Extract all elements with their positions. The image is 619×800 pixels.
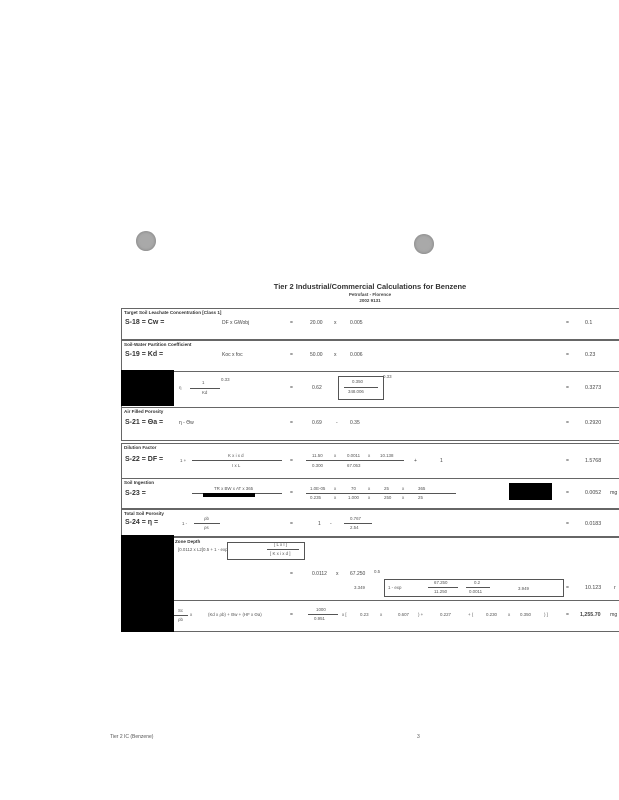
multiply: x xyxy=(368,453,371,458)
fraction-numerator: 0.350 xyxy=(352,379,363,384)
equals: = xyxy=(290,571,293,577)
section-s24 xyxy=(121,509,619,537)
section-s22 xyxy=(121,443,619,479)
result-value: 1.5768 xyxy=(585,458,602,464)
multiply: x xyxy=(368,486,371,491)
fraction-denominator: ρb xyxy=(178,617,183,622)
punch-hole xyxy=(136,231,156,251)
section-s25 xyxy=(121,537,619,601)
value: 50.00 xyxy=(310,352,323,358)
result-unit: r xyxy=(614,585,616,591)
numerator-value: 365 xyxy=(418,486,426,491)
exponent: 0.33 xyxy=(221,377,230,382)
numerator-value: 1.0E-05 xyxy=(310,486,326,491)
page-number: 3 xyxy=(417,734,420,740)
equals: = xyxy=(566,490,569,496)
fraction-bar xyxy=(344,523,372,524)
result-value: 0.0052 xyxy=(585,490,602,496)
section-label: Total Soil Porosity xyxy=(124,511,164,516)
fraction-numerator: 67.250 xyxy=(434,580,448,585)
equals: = xyxy=(290,352,293,358)
operator: x xyxy=(334,320,337,326)
one-minus: 1 - xyxy=(182,521,188,526)
redaction-block xyxy=(121,370,174,406)
value: 0.62 xyxy=(312,385,322,391)
plus: ) + xyxy=(418,612,424,617)
result-value: 0.2920 xyxy=(585,420,602,426)
multiply: x xyxy=(368,495,371,500)
value: 0.35 xyxy=(350,420,360,426)
equals: = xyxy=(566,585,569,591)
multiply: x xyxy=(334,486,337,491)
multiply: x xyxy=(190,612,193,617)
fraction-numerator: K x i x d xyxy=(228,453,244,458)
multiply: x xyxy=(402,495,405,500)
formula: [0.0112 x L2]0.5 + 1 - exp xyxy=(178,547,228,552)
denominator-value: 250 xyxy=(384,495,392,500)
site-name: Petrofast - Florence xyxy=(348,292,392,297)
numerator-value: 0.0011 xyxy=(347,453,361,458)
one-plus: 1 + xyxy=(180,458,187,463)
fraction-bar xyxy=(344,387,378,388)
fraction-bar xyxy=(306,493,456,494)
equation-lhs: S-18 = Cw = xyxy=(125,319,165,326)
section-label: Dilution Factor xyxy=(124,445,157,450)
fraction-numerator: Sc xyxy=(178,608,184,613)
fraction-numerator: 0.2 xyxy=(474,580,481,585)
fraction-numerator: 1 xyxy=(202,380,205,385)
section-s21 xyxy=(121,407,619,441)
value: 0.005 xyxy=(350,320,363,326)
value: 67.250 xyxy=(350,571,366,577)
fraction-denominator: 0.0011 xyxy=(469,589,483,594)
equals: = xyxy=(566,320,569,326)
value: 0.006 xyxy=(350,352,363,358)
value: 3.349 xyxy=(354,585,365,590)
section-label: Target Soil Leachate Concentration [Class 1] xyxy=(124,310,222,315)
value: 0.227 xyxy=(440,612,451,617)
fraction-denominator: 2.54 xyxy=(350,525,359,530)
denominator-value: 0.235 xyxy=(310,495,321,500)
redaction-block xyxy=(121,535,174,632)
section-s20 xyxy=(121,371,619,408)
multiply: x xyxy=(380,612,383,617)
equals: = xyxy=(566,458,569,464)
fraction-numerator: 1000 xyxy=(316,607,326,612)
plus: + xyxy=(414,458,417,464)
result-unit: mg xyxy=(610,612,618,618)
result-value: 10.123 xyxy=(585,585,602,591)
equals: = xyxy=(566,521,569,527)
value: 0.23 xyxy=(360,612,369,617)
equals: = xyxy=(566,612,569,618)
equation-lhs: S-24 = η = xyxy=(125,519,159,526)
value: 0.230 xyxy=(486,612,497,617)
result-value: 0.23 xyxy=(585,352,596,358)
section-s26 xyxy=(121,600,619,632)
exponent: 0.5 xyxy=(374,569,381,574)
section-s19 xyxy=(121,340,619,372)
equation-lhs: S-22 = DF = xyxy=(125,456,164,463)
redaction-block xyxy=(509,483,552,500)
fraction-bar xyxy=(190,388,220,389)
eta-symbol: η xyxy=(179,385,182,390)
bracket xyxy=(227,542,305,560)
numerator-value: 70 xyxy=(351,486,356,491)
value: 0.607 xyxy=(398,612,409,617)
operator: - xyxy=(330,521,332,527)
fraction-bar xyxy=(194,523,220,524)
fraction-bar xyxy=(192,460,282,461)
equals: = xyxy=(290,320,293,326)
value: 1 xyxy=(318,521,321,527)
fraction-numerator: ρb xyxy=(204,516,209,521)
denominator-value: 0.300 xyxy=(312,463,323,468)
redaction-block xyxy=(203,493,255,497)
equals: = xyxy=(290,521,293,527)
value: 0.0112 xyxy=(312,571,327,577)
formula: η - Θw xyxy=(179,420,194,426)
multiply: x xyxy=(334,453,337,458)
section-s18 xyxy=(121,308,619,340)
formula: 1 - exp xyxy=(388,585,402,590)
value: 0.350 xyxy=(520,612,531,617)
close-bracket: ) ] xyxy=(544,612,548,617)
value: 3.949 xyxy=(518,586,529,591)
equation-lhs: S-23 = xyxy=(125,490,146,497)
fraction-bar xyxy=(466,587,490,588)
multiply: x xyxy=(334,495,337,500)
denominator-value: 67.053 xyxy=(347,463,361,468)
section-label: Air Filled Porosity xyxy=(124,409,164,414)
fraction-bar xyxy=(428,587,458,588)
result-value: 0.1 xyxy=(585,320,593,326)
equals: = xyxy=(290,385,293,391)
result-unit: mg xyxy=(610,490,618,496)
fraction-denominator: [ K x i x d ] xyxy=(270,551,291,556)
denominator-value: 25 xyxy=(418,495,423,500)
fraction-denominator: 11.250 xyxy=(434,589,448,594)
result-value: 0.3273 xyxy=(585,385,602,391)
fraction-bar xyxy=(267,549,299,550)
fraction-denominator: Kd xyxy=(202,390,208,395)
multiply: x [ xyxy=(342,612,347,617)
fraction-denominator: 0.951 xyxy=(314,616,325,621)
equals: = xyxy=(290,420,293,426)
fraction-bar xyxy=(308,614,338,615)
equals: = xyxy=(566,385,569,391)
operator: - xyxy=(336,420,338,426)
equation-lhs: S-19 = Kd = xyxy=(125,351,164,358)
site-id: 2002 9131 xyxy=(359,298,381,303)
document-title: Tier 2 Industrial/Commercial Calculations for Benzene xyxy=(273,282,467,291)
footer-label: Tier 2 IC (Benzene) xyxy=(110,734,154,740)
result-value: 0.0183 xyxy=(585,521,602,527)
multiply: x xyxy=(402,486,405,491)
exponent: 0.33 xyxy=(383,374,392,379)
punch-hole xyxy=(414,234,434,254)
value: 20.00 xyxy=(310,320,323,326)
fraction-bar xyxy=(306,460,404,461)
equals: = xyxy=(290,458,293,464)
plus: + ( xyxy=(468,612,474,617)
fraction-numerator: [ L x I ] xyxy=(274,542,288,547)
numerator-value: 25 xyxy=(384,486,389,491)
formula: Koc x foc xyxy=(222,352,243,358)
section-label: Zone Depth xyxy=(175,539,201,544)
formula: (Kd x ρb) + Θw + (HF x Θa) xyxy=(208,612,262,617)
section-label: Soil Ingestion xyxy=(124,480,155,485)
value: 0.69 xyxy=(312,420,322,426)
denominator-value: 1.000 xyxy=(348,495,359,500)
result-value: 1,255.70 xyxy=(580,612,601,618)
fraction-bar xyxy=(174,615,188,616)
operator: x xyxy=(336,571,339,577)
section-label: Soil-Water Partition Coefficient xyxy=(124,342,192,347)
equals: = xyxy=(566,352,569,358)
numerator-value: 10.138 xyxy=(380,453,394,458)
operator: x xyxy=(334,352,337,358)
equals: = xyxy=(566,420,569,426)
fraction-denominator: ρs xyxy=(204,525,209,530)
multiply: x xyxy=(508,612,511,617)
equation-lhs: S-21 = Θa = xyxy=(125,419,164,426)
numerator-value: 11.50 xyxy=(312,453,323,458)
fraction-numerator: TR x BW x AT x 365 xyxy=(214,486,254,491)
formula: DF x GWobj xyxy=(222,320,250,326)
equals: = xyxy=(290,612,293,618)
fraction-numerator: 0.767 xyxy=(350,516,361,521)
value: 1 xyxy=(440,458,443,464)
equals: = xyxy=(290,490,293,496)
fraction-denominator: 348.006 xyxy=(348,389,364,394)
fraction-denominator: I x L xyxy=(232,463,241,468)
